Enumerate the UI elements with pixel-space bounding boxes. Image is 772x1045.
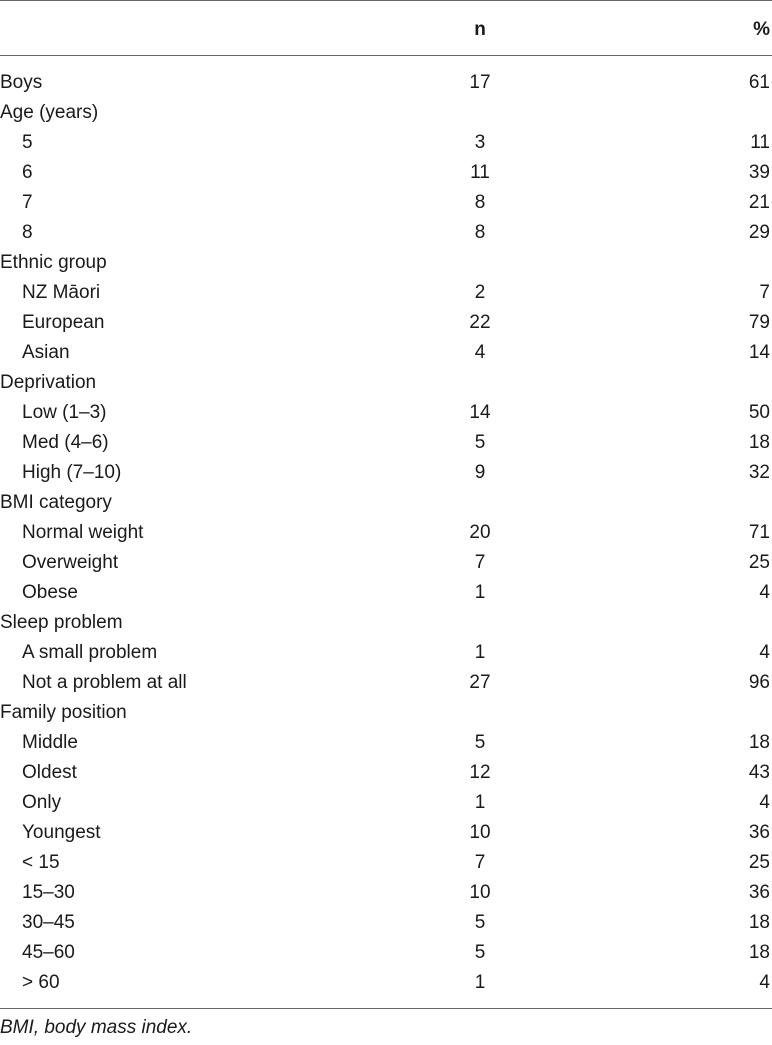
row-n-value: 7 [474,852,486,873]
row-percent-value: 36 [748,882,770,903]
row-percent-value: 39 [748,162,770,183]
row-label: 45–60 [22,942,75,963]
row-label: 8 [22,222,33,243]
row-label: Overweight [22,552,119,573]
row-percent-value: 61 [748,72,770,93]
row-n-value: 9 [474,462,486,483]
table-row-subitem [0,578,772,608]
table-header [0,1,772,55]
row-percent-value: 29 [748,222,770,243]
row-n-value: 1 [474,582,486,603]
row-n-value: 11 [470,162,490,183]
row-label: High (7–10) [22,462,122,483]
row-percent-value: 18 [748,432,770,453]
row-label: Oldest [22,762,77,783]
row-label: Only [22,792,62,813]
row-percent-value: 4 [759,792,770,813]
row-n-value: 1 [474,642,486,663]
row-label: 5 [22,132,33,153]
table-row-subitem [0,878,772,908]
row-percent-value: 79 [748,312,770,333]
header-n: n [474,19,486,40]
row-percent-value: 7 [759,282,770,303]
row-percent-value: 4 [759,972,770,993]
row-label: NZ Māori [22,282,101,303]
row-n-value: 27 [469,672,491,693]
row-label: Ethnic group [0,252,107,273]
row-n-value: 17 [469,72,491,93]
table-row-subitem [0,968,772,998]
row-label: 30–45 [22,912,75,933]
row-label: Obese [22,582,78,603]
row-percent-value: 21 [748,192,770,213]
row-percent-value: 25 [748,852,770,873]
row-percent-value: 43 [748,762,770,783]
row-percent-value: 14 [748,342,770,363]
row-label: Middle [22,732,78,753]
table-row-subitem [0,158,772,188]
row-percent-value: 4 [759,582,770,603]
table-row-subitem [0,818,772,848]
table-row-subitem [0,188,772,218]
row-n-value: 2 [474,282,486,303]
table-row-subitem [0,398,772,428]
row-label: 6 [22,162,33,183]
row-percent-value: 4 [759,642,770,663]
table-row-subitem [0,938,772,968]
row-label: > 60 [22,972,60,993]
row-n-value: 1 [474,792,486,813]
row-label: A small problem [22,642,158,663]
table-row-subitem [0,458,772,488]
row-label: Low (1–3) [22,402,107,423]
row-n-value: 10 [469,882,491,903]
row-label: Med (4–6) [22,432,109,453]
row-n-value: 14 [469,402,491,423]
table-body [0,56,772,998]
row-percent-value: 50 [748,402,770,423]
table-row-subitem [0,758,772,788]
row-label: Age (years) [0,102,99,123]
table-row-subitem [0,908,772,938]
table-row-category [0,248,772,278]
row-label: 15–30 [22,882,75,903]
row-n-value: 8 [474,222,486,243]
table-row-subitem [0,218,772,248]
row-label: Youngest [22,822,101,843]
table-row-category [0,98,772,128]
row-label: < 15 [22,852,60,873]
row-n-value: 4 [474,342,486,363]
row-n-value: 5 [474,912,486,933]
row-percent-value: 71 [748,522,770,543]
row-label: Family position [0,702,127,723]
row-n-value: 3 [474,132,486,153]
row-label: Sleep problem [0,612,123,633]
table-row-subitem [0,638,772,668]
table-footnote: BMI, body mass index. [0,1017,193,1038]
table-row-subitem [0,278,772,308]
row-percent-value: 96 [748,672,770,693]
table-row-subitem [0,788,772,818]
table-row-subitem [0,428,772,458]
row-percent-value: 18 [748,912,770,933]
row-n-value: 10 [469,822,491,843]
table-row-subitem [0,728,772,758]
row-n-value: 20 [469,522,491,543]
table-row-category [0,488,772,518]
table-row-category [0,698,772,728]
table-row-category [0,368,772,398]
row-label: European [22,312,105,333]
row-n-value: 8 [474,192,486,213]
table-row-category [0,608,772,638]
row-label: Deprivation [0,372,97,393]
row-label: 7 [22,192,33,213]
row-percent-value: 11 [750,132,770,153]
row-label: Not a problem at all [22,672,187,693]
table-row-subitem [0,308,772,338]
row-label: Asian [22,342,70,363]
row-n-value: 5 [474,732,486,753]
table-row-subitem [0,848,772,878]
header-percent: % [753,19,770,40]
row-percent-value: 32 [748,462,770,483]
table-row-category [0,68,772,98]
table-row-subitem [0,548,772,578]
row-label: Boys [0,72,43,93]
row-percent-value: 25 [748,552,770,573]
row-label: BMI category [0,492,112,513]
row-n-value: 5 [474,432,486,453]
row-n-value: 22 [469,312,491,333]
row-n-value: 5 [474,942,486,963]
row-percent-value: 18 [748,942,770,963]
table-row-subitem [0,518,772,548]
table-row-subitem [0,668,772,698]
table-row-subitem [0,128,772,158]
row-n-value: 12 [469,762,491,783]
row-n-value: 1 [474,972,486,993]
row-n-value: 7 [474,552,486,573]
row-percent-value: 36 [748,822,770,843]
row-label: Normal weight [22,522,144,543]
row-percent-value: 18 [748,732,770,753]
table-row-subitem [0,338,772,368]
